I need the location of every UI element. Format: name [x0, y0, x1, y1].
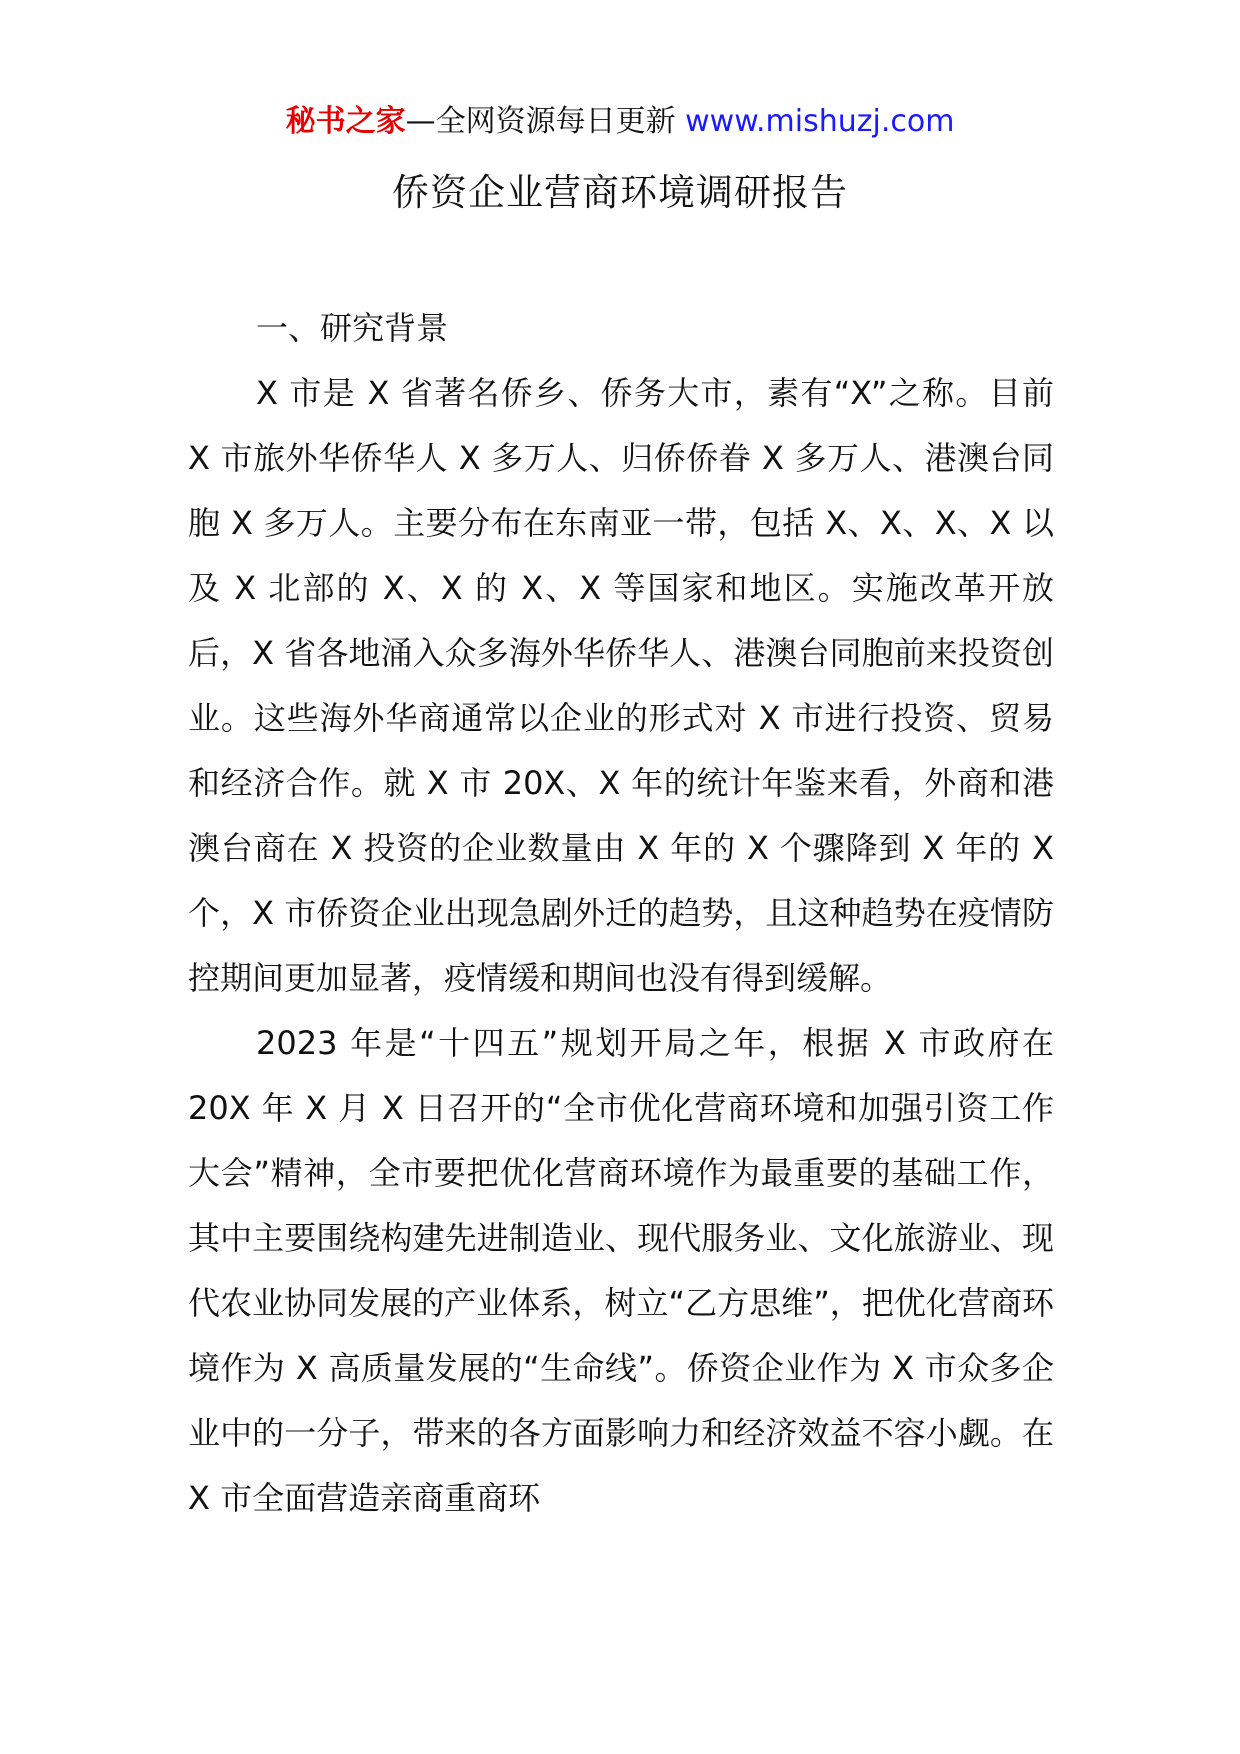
document-body [188, 296, 1054, 1531]
document-title: 侨资企业营商环境调研报告 [392, 171, 848, 214]
paragraph: 2023 年是“十四五”规划开局之年，根据 X 市政府在 20X 年 X 月 X 日召开的“全市优化营商环境和加强引资工作大会”精神，全市要把优化营商环境作为最重要的基础工作，其中主要围绕构建先进制造业、现代服务业、文化旅游业、现代农业协同发展的产业体系，树立“乙方思维”，把优化营商环境作为 X 高质量发展的“生命线”。侨资企业作为 X 市众多企业中的一分子，带来的各方面影响力和经济效益不容小觑。在 X 市全面营造亲商重商环 [188, 1024, 1054, 1517]
section-heading: 一、研究背景 [256, 309, 449, 347]
paragraph: X 市是 X 省著名侨乡、侨务大市，素有“X”之称。目前 X 市旅外华侨华人 X 多万人、归侨侨眷 X 多万人、港澳台同胞 X 多万人。主要分布在东南亚一带，包括 X、X、X、X 以及 X 北部的 X、X 的 X、X 等国家和地区。实施改革开放后，X 省各地涌入众多海外华侨华人、港澳台同胞前来投资创业。这些海外华商通常以企业的形式对 X 市进行投资、贸易和经济合作。就 X 市 20X、X 年的统计年鉴来看，外商和港澳台商在 X 投资的企业数量由 X 年的 X 个骤降到 X 年的 X 个，X 市侨资企业出现急剧外迁的趋势，且这种趋势在疫情防控期间更加显著，疫情缓和期间也没有得到缓解。 [188, 374, 1054, 997]
site-url-link[interactable]: www.mishuzj.com [685, 104, 955, 139]
site-header [0, 102, 1240, 142]
site-brand: 秘书之家 [285, 104, 406, 139]
site-tagline: —全网资源每日更新 [405, 104, 686, 139]
